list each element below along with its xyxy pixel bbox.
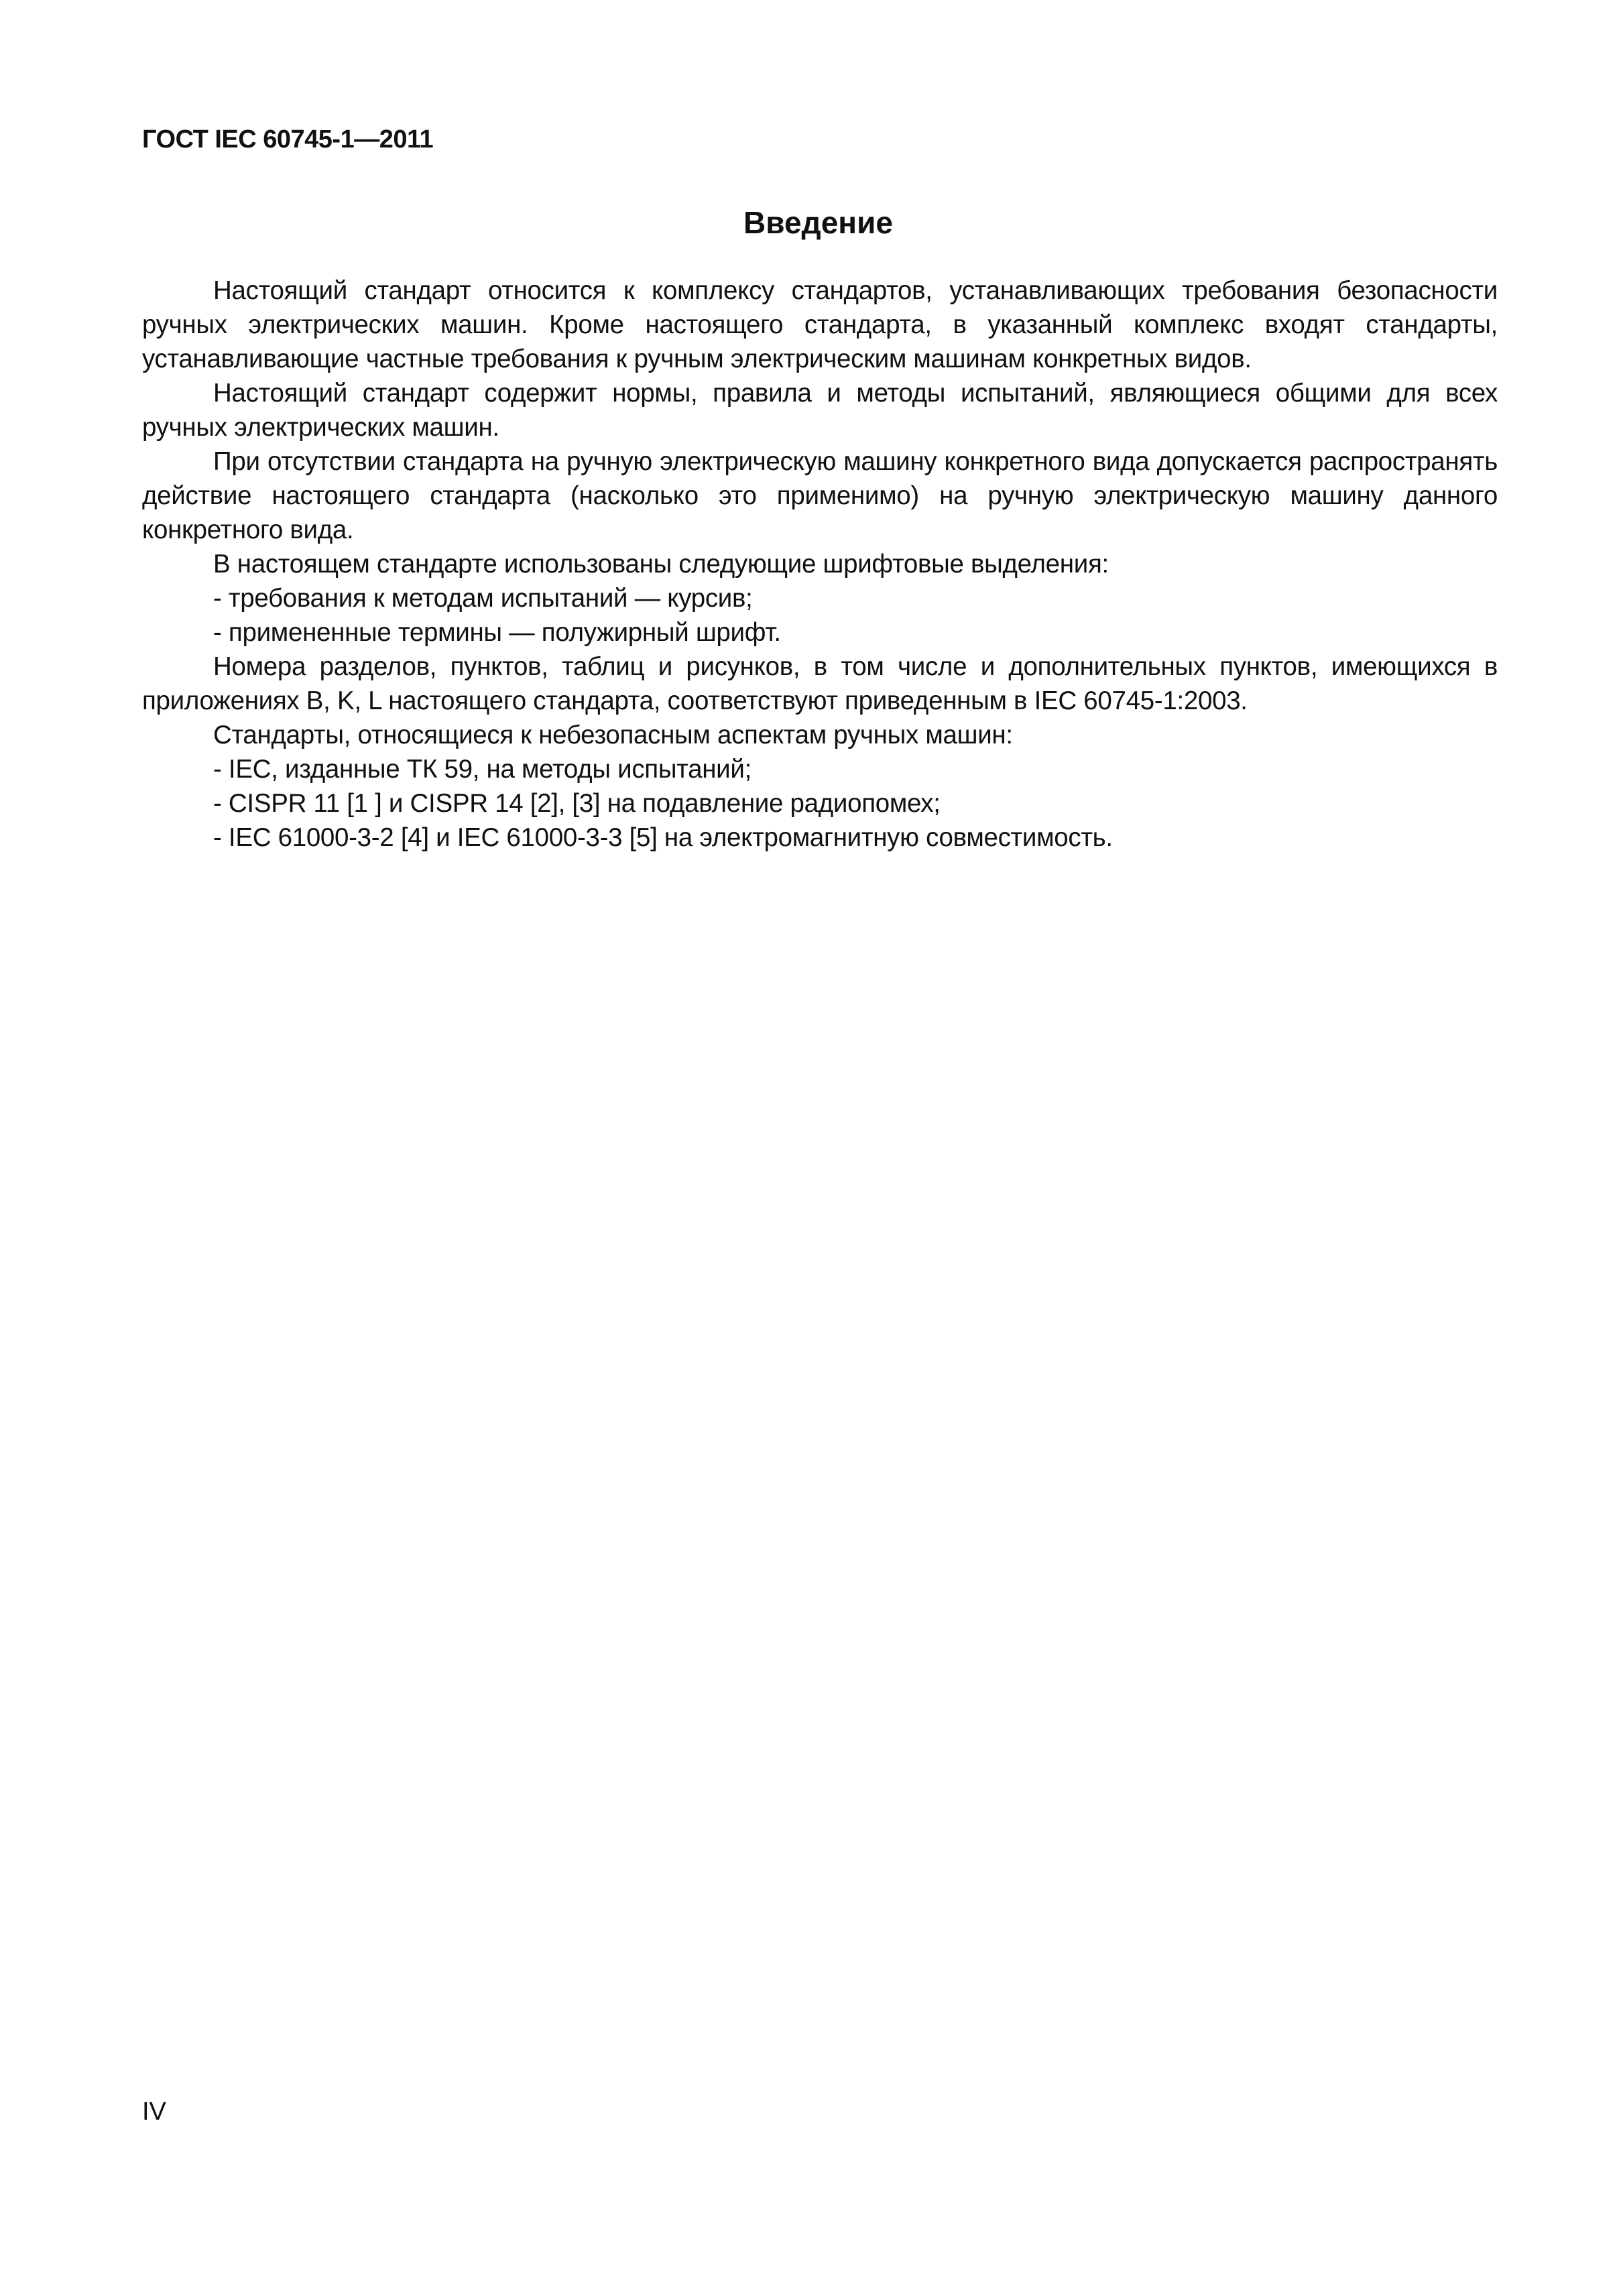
list-item: - IEC, изданные ТК 59, на методы испытаний; <box>213 755 752 784</box>
paragraph: В настоящем стандарте использованы следующие шрифтовые выделения: <box>213 550 1109 579</box>
list-item: - требования к методам испытаний — курсив; <box>213 584 753 613</box>
paragraph: При отсутствии стандарта на ручную электрическую машину конкретного вида допускается распространять действие настоящего стандарта (насколько это применимо) на ручную электрическую машину данного конкретного вида. <box>142 447 1498 544</box>
page-number: IV <box>142 2098 166 2126</box>
paragraph: Стандарты, относящиеся к небезопасным аспектам ручных машин: <box>213 721 1013 749</box>
list-item: - IEC 61000-3-2 [4] и IEC 61000-3-3 [5] на электромагнитную совместимость. <box>213 823 1113 852</box>
list-item: - CISPR 11 [1 ] и CISPR 14 [2], [3] на подавление радиопомех; <box>213 789 941 818</box>
paragraph: Настоящий стандарт относится к комплексу стандартов, устанавливающих требования безопасности ручных электрических машин. Кроме настоящего стандарта, в указанный комплекс входят стандарты, устанавливающие частные требования к ручным электрическим машинам конкретных видов. <box>142 276 1498 373</box>
paragraph: Настоящий стандарт содержит нормы, правила и методы испытаний, являющиеся общими для всех ручных электрических машин. <box>142 379 1498 442</box>
section-body <box>142 274 1498 855</box>
running-header: ГОСТ IEC 60745-1—2011 <box>142 125 434 154</box>
list-item: - примененные термины — полужирный шрифт. <box>213 618 781 647</box>
paragraph: Номера разделов, пунктов, таблиц и рисунков, в том числе и дополнительных пунктов, имеющихся в приложениях B, K, L настоящего стандарта, соответствуют приведенным в IEC 60745-1:2003. <box>142 652 1498 715</box>
section-title: Введение <box>743 205 893 240</box>
